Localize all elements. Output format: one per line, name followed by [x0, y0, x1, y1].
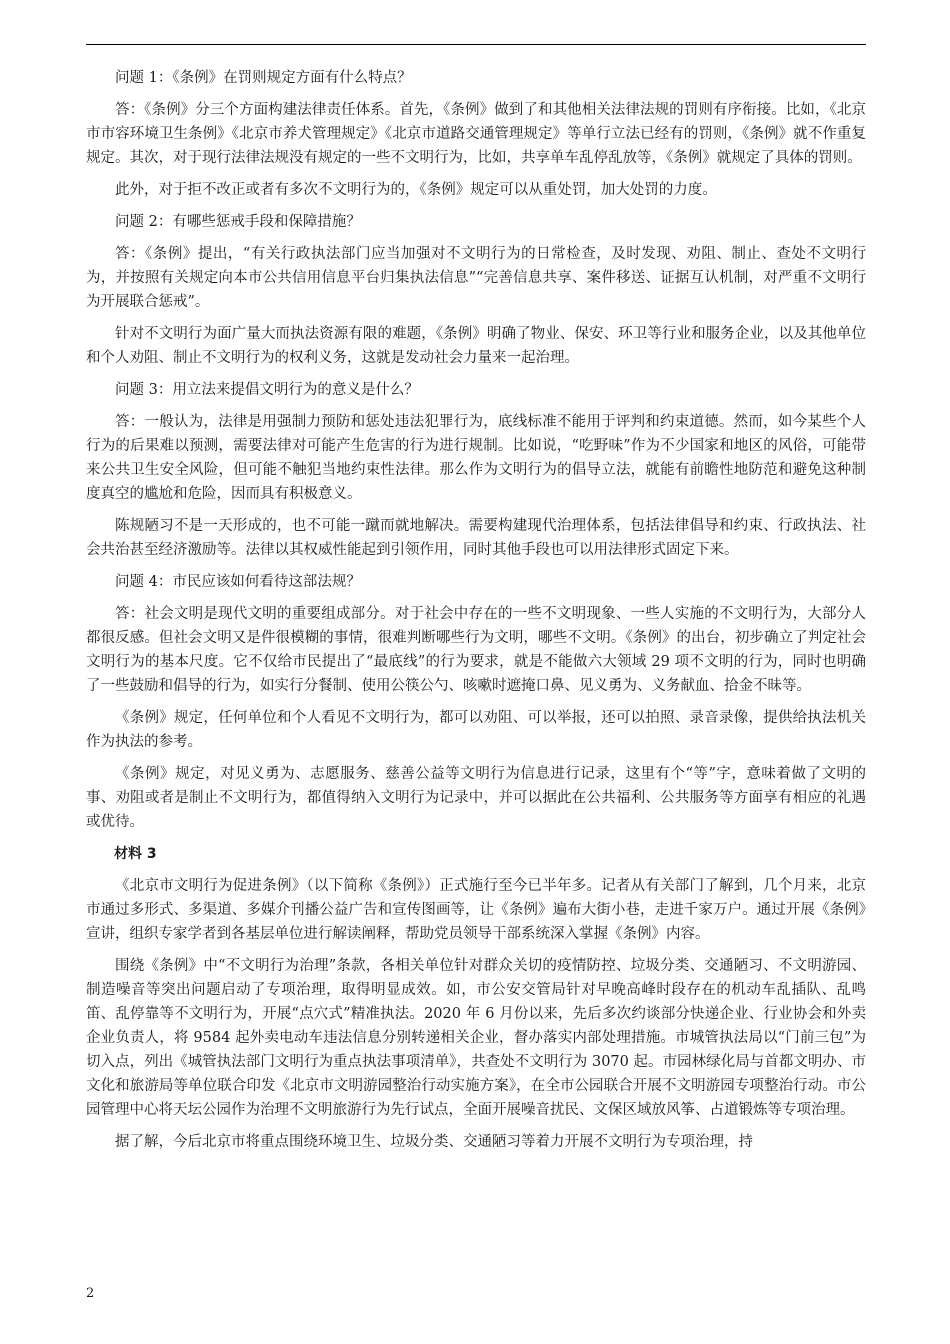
- answer-4-paragraph: 《条例》规定，任何单位和个人看见不文明行为，都可以劝阻、可以举报，还可以拍照、录音录像，提供给执法机关作为执法的参考。: [86, 710, 866, 750]
- answer-1-paragraph: 答：《条例》分三个方面构建法律责任体系。首先，《条例》做到了和其他相关法律法规的罚则有序衔接。比如，《北京市市容环境卫生条例》《北京市养犬管理规定》《北京市道路交通管理规定》等单行立法已经有的罚则，《条例》就不作重复规定。其次，对于现行法律法规没有规定的一些不文明行为，比如，共享单车乱停乱放等，《条例》就规定了具体的罚则。: [86, 102, 866, 166]
- answer-3-paragraph: 陈规陋习不是一天形成的，也不可能一蹴而就地解决。需要构建现代治理体系，包括法律倡导和约束、行政执法、社会共治甚至经济激励等。法律以其权威性能起到引领作用，同时其他手段也可以用法律形式固定下来。: [86, 518, 866, 558]
- material-3-heading: 材料 3: [114, 846, 157, 862]
- question-2: 问题 2：有哪些惩戒手段和保障措施？: [115, 214, 361, 230]
- page-number: 2: [86, 1286, 95, 1301]
- question-3: 问题 3：用立法来提倡文明行为的意义是什么？: [115, 382, 419, 398]
- answer-2-paragraph: 答：《条例》提出，“有关行政执法部门应当加强对不文明行为的日常检查，及时发现、劝阻、制止、查处不文明行为，并按照有关规定向本市公共信用信息平台归集执法信息”“完善信息共享、案件移送、证据互认机制，对严重不文明行为开展联合惩戒”。: [86, 246, 866, 310]
- answer-3-paragraph: 答：一般认为，法律是用强制力预防和惩处违法犯罪行为，底线标准不能用于评判和约束道德。然而，如今某些个人行为的后果难以预测，需要法律对可能产生危害的行为进行规制。比如说，“吃野味”作为不少国家和地区的风俗，可能带来公共卫生安全风险，但可能不触犯当地约束性法律。那么作为文明行为的倡导立法，就能有前瞻性地防范和避免这种制度真空的尴尬和危险，因而具有积极意义。: [86, 414, 866, 502]
- question-4: 问题 4：市民应该如何看待这部法规？: [115, 574, 361, 590]
- material-3-paragraph: 围绕《条例》中“不文明行为治理”条款，各相关单位针对群众关切的疫情防控、垃圾分类、交通陋习、不文明游园、制造噪音等突出问题启动了专项治理，取得明显成效。如，市公安交管局针对早晚高峰时段存在的机动车乱插队、乱鸣笛、乱停靠等不文明行为，开展“点穴式”精准执法。2020 年 6 月份以来，先后多次约谈部分快递企业、行业协会和外卖企业负责人，将 9584 起外卖电动车违法信息分别转递相关企业，督办落实内部处理措施。市城管执法局以“门前三包”为切入点，列出《城管执法部门文明行为重点执法事项清单》，共查处不文明行为 3070 起。市园林绿化局与首都文明办、市文化和旅游局等单位联合印发《北京市文明游园整治行动实施方案》，在全市公园联合开展不文明游园专项整治行动。市公园管理中心将天坛公园作为治理不文明旅游行为先行试点，全面开展噪音扰民、文保区域放风筝、占道锻炼等专项治理。: [86, 958, 866, 1118]
- material-3-paragraph: 据了解，今后北京市将重点围绕环境卫生、垃圾分类、交通陋习等着力开展不文明行为专项治理，持: [115, 1134, 753, 1150]
- answer-2-paragraph: 针对不文明行为面广量大而执法资源有限的难题，《条例》明确了物业、保安、环卫等行业和服务企业，以及其他单位和个人劝阻、制止不文明行为的权利义务，这就是发动社会力量来一起治理。: [86, 326, 866, 366]
- question-1: 问题 1：《条例》在罚则规定方面有什么特点？: [115, 70, 412, 86]
- answer-4-paragraph: 答：社会文明是现代文明的重要组成部分。对于社会中存在的一些不文明现象、一些人实施的不文明行为，大部分人都很反感。但社会文明又是件很模糊的事情，很难判断哪些行为文明，哪些不文明。《条例》的出台，初步确立了判定社会文明行为的基本尺度。它不仅给市民提出了“最底线”的行为要求，就是不能做六大领域 29 项不文明的行为，同时也明确了一些鼓励和倡导的行为，如实行分餐制、使用公筷公勺、咳嗽时遮掩口鼻、见义勇为、义务献血、拾金不昧等。: [86, 606, 866, 694]
- document-body: [86, 66, 866, 1162]
- answer-4-paragraph: 《条例》规定，对见义勇为、志愿服务、慈善公益等文明行为信息进行记录，这里有个“等”字，意味着做了文明的事、劝阻或者是制止不文明行为，都值得纳入文明行为记录中，并可以据此在公共福利、公共服务等方面享有相应的礼遇或优待。: [86, 766, 866, 830]
- material-3-paragraph: 《北京市文明行为促进条例》（以下简称《条例》）正式施行至今已半年多。记者从有关部门了解到，几个月来，北京市通过多形式、多渠道、多媒介刊播公益广告和宣传图画等，让《条例》遍布大街小巷，走进千家万户。通过开展《条例》宣讲，组织专家学者到各基层单位进行解读阐释，帮助党员领导干部系统深入掌握《条例》内容。: [86, 878, 866, 942]
- answer-1-paragraph: 此外，对于拒不改正或者有多次不文明行为的，《条例》规定可以从重处罚，加大处罚的力度。: [115, 182, 717, 198]
- header-rule: [86, 44, 866, 45]
